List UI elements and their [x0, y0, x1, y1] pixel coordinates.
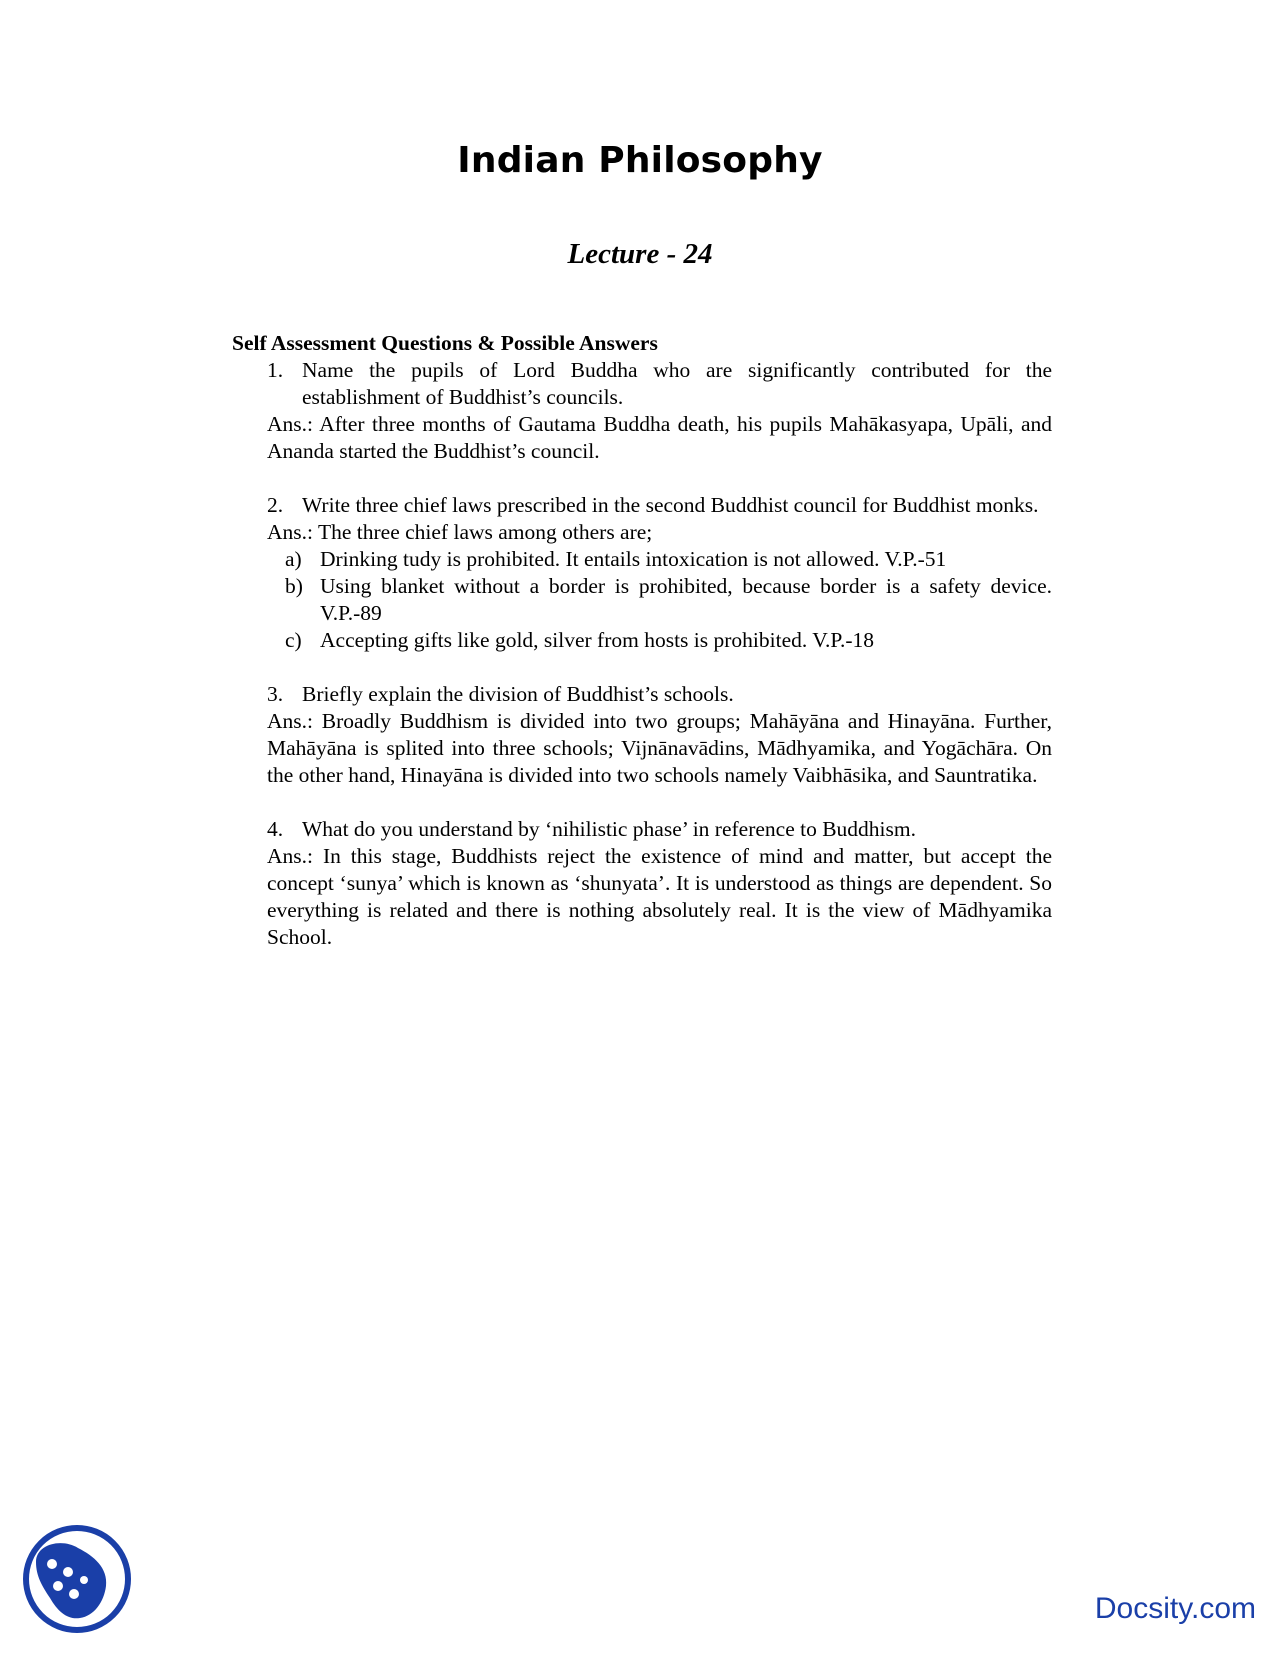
answer-2: Ans.: The three chief laws among others are;	[267, 520, 653, 544]
list-item-text: Drinking tudy is prohibited. It entails intoxication is not allowed. V.P.-51	[320, 547, 947, 571]
question-text: Briefly explain the division of Buddhist’s schools.	[302, 682, 734, 706]
page-title: Indian Philosophy	[457, 140, 823, 181]
question-block-4	[267, 816, 1052, 951]
list-item	[285, 627, 1052, 654]
list-item	[285, 546, 1052, 573]
question-block-2	[267, 492, 1052, 654]
question-text: What do you understand by ‘nihilistic phase’ in reference to Buddhism.	[302, 817, 916, 841]
list-item-label: b)	[285, 574, 303, 598]
question-2	[267, 492, 1052, 519]
lecture-subtitle: Lecture - 24	[567, 238, 713, 270]
question-number: 4.	[267, 817, 284, 841]
section-heading: Self Assessment Questions & Possible Answers	[232, 331, 658, 355]
list-item-label: a)	[285, 547, 302, 571]
list-item	[285, 573, 1052, 627]
question-number: 3.	[267, 682, 284, 706]
question-1	[267, 357, 1052, 411]
list-item-text: Using blanket without a border is prohibited, because border is a safety device. V.P.-89	[320, 574, 1052, 625]
question-3	[267, 681, 1052, 708]
question-number: 2.	[267, 493, 284, 517]
brand-name[interactable]: Docsity.com	[1094, 1592, 1256, 1625]
document-body	[232, 330, 1052, 978]
law-list	[285, 546, 1052, 654]
list-item-text: Accepting gifts like gold, silver from hosts is prohibited. V.P.-18	[320, 628, 874, 652]
answer-4: Ans.: In this stage, Buddhists reject the existence of mind and matter, but accept the concept ‘sunya’ which is known as ‘shunyata’. It is understood as things are dependent. So everything is related and there is nothing absolutely real. It is the view of Mādhyamika School.	[267, 844, 1052, 949]
question-block-3	[267, 681, 1052, 789]
list-item-label: c)	[285, 628, 302, 652]
docsity-logo-icon[interactable]	[22, 1524, 132, 1634]
answer-1: Ans.: After three months of Gautama Buddha death, his pupils Mahākasyapa, Upāli, and Ananda started the Buddhist’s council.	[267, 412, 1052, 463]
question-text: Name the pupils of Lord Buddha who are significantly contributed for the establishment of Buddhist’s councils.	[302, 358, 1052, 409]
answer-3: Ans.: Broadly Buddhism is divided into two groups; Mahāyāna and Hinayāna. Further, Mahāyāna is splited into three schools; Vijnānavādins, Mādhyamika, and Yogāchāra. On the other hand, Hinayāna is divided into two schools namely Vaibhāsika, and Sauntratika.	[267, 709, 1052, 787]
question-text: Write three chief laws prescribed in the second Buddhist council for Buddhist monks.	[302, 493, 1039, 517]
question-block-1	[267, 357, 1052, 465]
question-4	[267, 816, 1052, 843]
question-number: 1.	[267, 358, 284, 382]
